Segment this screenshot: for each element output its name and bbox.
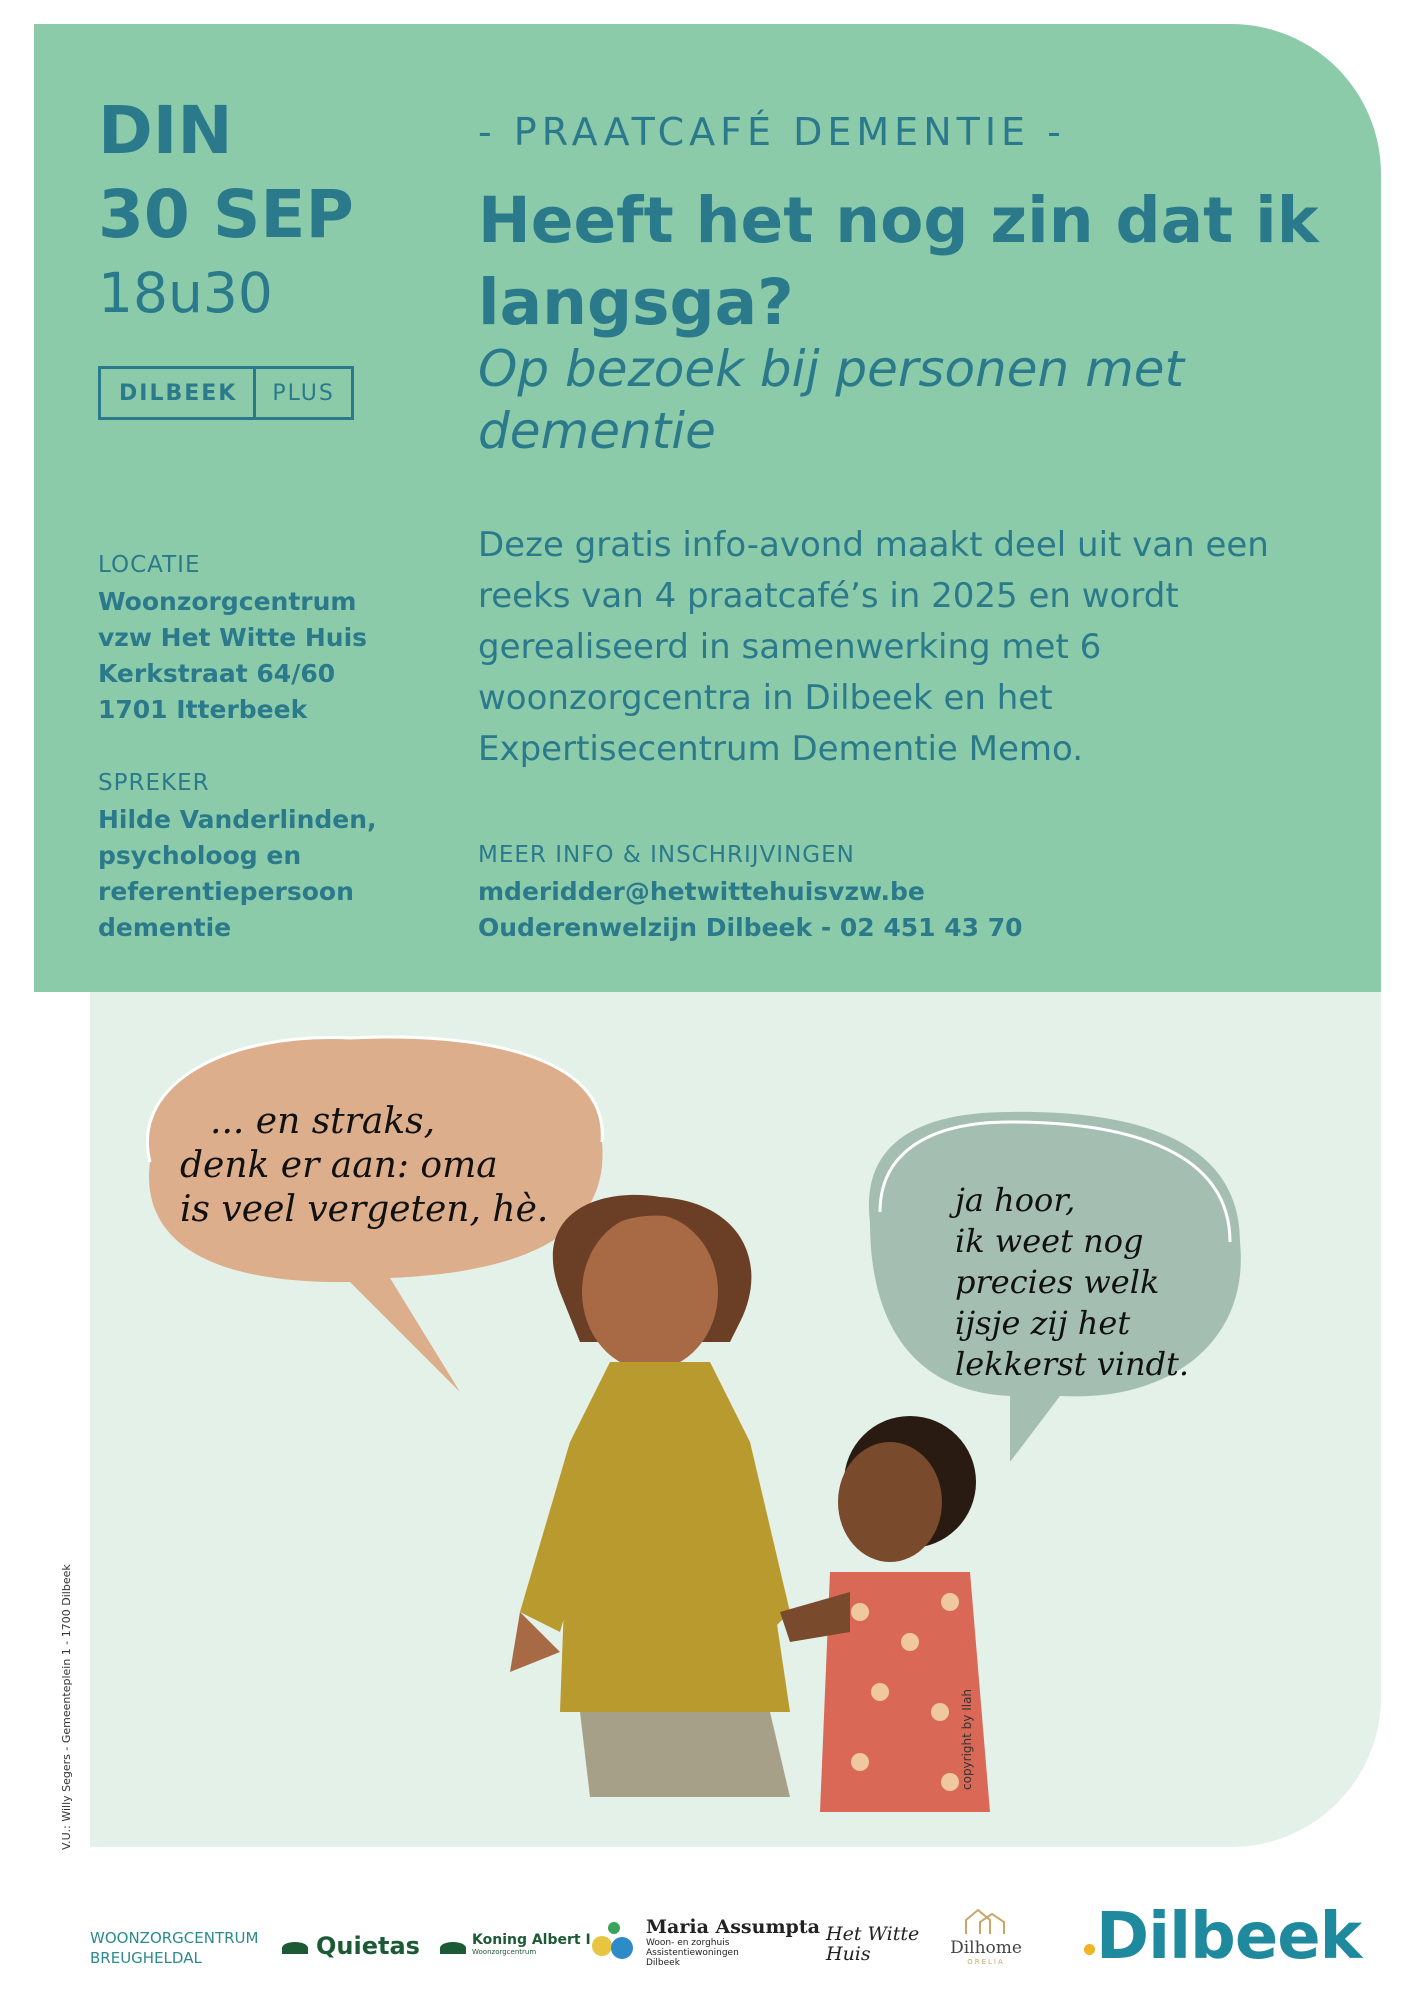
bubble-right-line: ik weet nog <box>955 1222 1144 1260</box>
dilhome-house-icon <box>962 1908 1008 1936</box>
speaker-line: psycholoog en <box>98 841 302 870</box>
leaf-icon <box>282 1942 308 1954</box>
info-phone: Ouderenwelzijn Dilbeek - 02 451 43 70 <box>478 913 1023 942</box>
logo-dilhome-name: Dilhome <box>950 1938 1022 1958</box>
logo-breugheldal-line1: WOONZORGCENTRUM <box>90 1929 259 1947</box>
brand-left: DILBEEK <box>101 369 256 417</box>
event-date <box>98 92 354 325</box>
dilbeek-plus-logo <box>98 366 354 420</box>
logo-quietas: Quietas <box>316 1932 420 1960</box>
event-date-value: 30 SEP <box>98 176 354 253</box>
location-line: vzw Het Witte Huis <box>98 623 368 652</box>
woman-figure <box>510 1195 790 1797</box>
logo-maria-assumpta-sub: Dilbeek <box>646 1958 680 1968</box>
maria-assumpta-dots-icon <box>592 1920 636 1964</box>
event-description: Deze gratis info-avond maakt deel uit van een reeks van 4 praatcafé’s in 2025 en wordt gerealiseerd in samenwerking met 6 woonzorgcentra in Dilbeek en het Expertisecentrum Dementie Memo. <box>478 525 1269 769</box>
logo-koning-albert-sub: Woonzorgcentrum <box>472 1948 537 1956</box>
logo-maria-assumpta <box>646 1916 820 1968</box>
logo-maria-assumpta-sub: Assistentiewoningen <box>646 1948 739 1958</box>
bubble-left-line: is veel vergeten, hè. <box>180 1189 549 1230</box>
logo-dilhome-sub: ORELIA <box>967 1958 1005 1966</box>
bubble-left-text <box>180 1100 548 1232</box>
bubble-left-line: denk er aan: oma <box>180 1145 498 1186</box>
logo-maria-assumpta-sub: Woon- en zorghuis <box>646 1938 730 1948</box>
info-label: MEER INFO & INSCHRIJVINGEN <box>478 842 855 868</box>
event-headline: Heeft het nog zin dat ik langsga? <box>478 184 1319 339</box>
publisher-note: V.U.: Willy Segers - Gemeenteplein 1 - 1700 Dilbeek <box>60 1564 73 1850</box>
location-line: Woonzorgcentrum <box>98 587 357 616</box>
location-label: LOCATIE <box>98 552 201 578</box>
bubble-left-line: ... en straks, <box>210 1101 436 1142</box>
bubble-right-line: ijsje zij het <box>955 1304 1131 1342</box>
brand-right: PLUS <box>272 380 335 406</box>
event-time: 18u30 <box>98 261 273 325</box>
logo-dilbeek: Dilbeek <box>1096 1900 1362 1974</box>
logo-het-witte-huis: Het Witte Huis <box>826 1923 920 1965</box>
location-address <box>98 584 367 728</box>
leaf-icon <box>440 1942 466 1954</box>
girl-figure <box>780 1416 990 1812</box>
speaker-line: referentiepersoon <box>98 877 354 906</box>
bubble-right-text <box>955 1180 1189 1385</box>
speaker-line: Hilde Vanderlinden, <box>98 805 377 834</box>
location-line: Kerkstraat 64/60 <box>98 659 336 688</box>
event-subheadline: Op bezoek bij personen met dementie <box>478 340 1185 460</box>
speaker-details <box>98 802 377 946</box>
info-email[interactable]: mderidder@hetwittehuisvzw.be <box>478 877 925 906</box>
event-kicker: - PRAATCAFÉ DEMENTIE - <box>478 110 1066 154</box>
dilbeek-dot-icon <box>1084 1944 1095 1955</box>
illustration-credit: copyright by Ilah <box>960 1688 974 1790</box>
speaker-label: SPREKER <box>98 770 210 796</box>
speaker-line: dementie <box>98 913 232 942</box>
logo-breugheldal <box>90 1928 258 1968</box>
logo-maria-assumpta-name: Maria Assumpta <box>646 1916 820 1938</box>
logo-breugheldal-line2: BREUGHELDAL <box>90 1949 202 1967</box>
logo-koning-albert-name: Koning Albert I <box>472 1932 591 1948</box>
location-line: 1701 Itterbeek <box>98 695 308 724</box>
logo-dilhome <box>948 1938 1024 1966</box>
bubble-right-line: lekkerst vindt. <box>955 1345 1190 1383</box>
event-day: DIN <box>98 92 233 169</box>
logo-koning-albert <box>472 1932 591 1956</box>
partner-logos <box>0 1880 1414 1990</box>
bubble-right-line: precies welk <box>955 1263 1160 1301</box>
bubble-right-line: ja hoor, <box>955 1181 1076 1219</box>
